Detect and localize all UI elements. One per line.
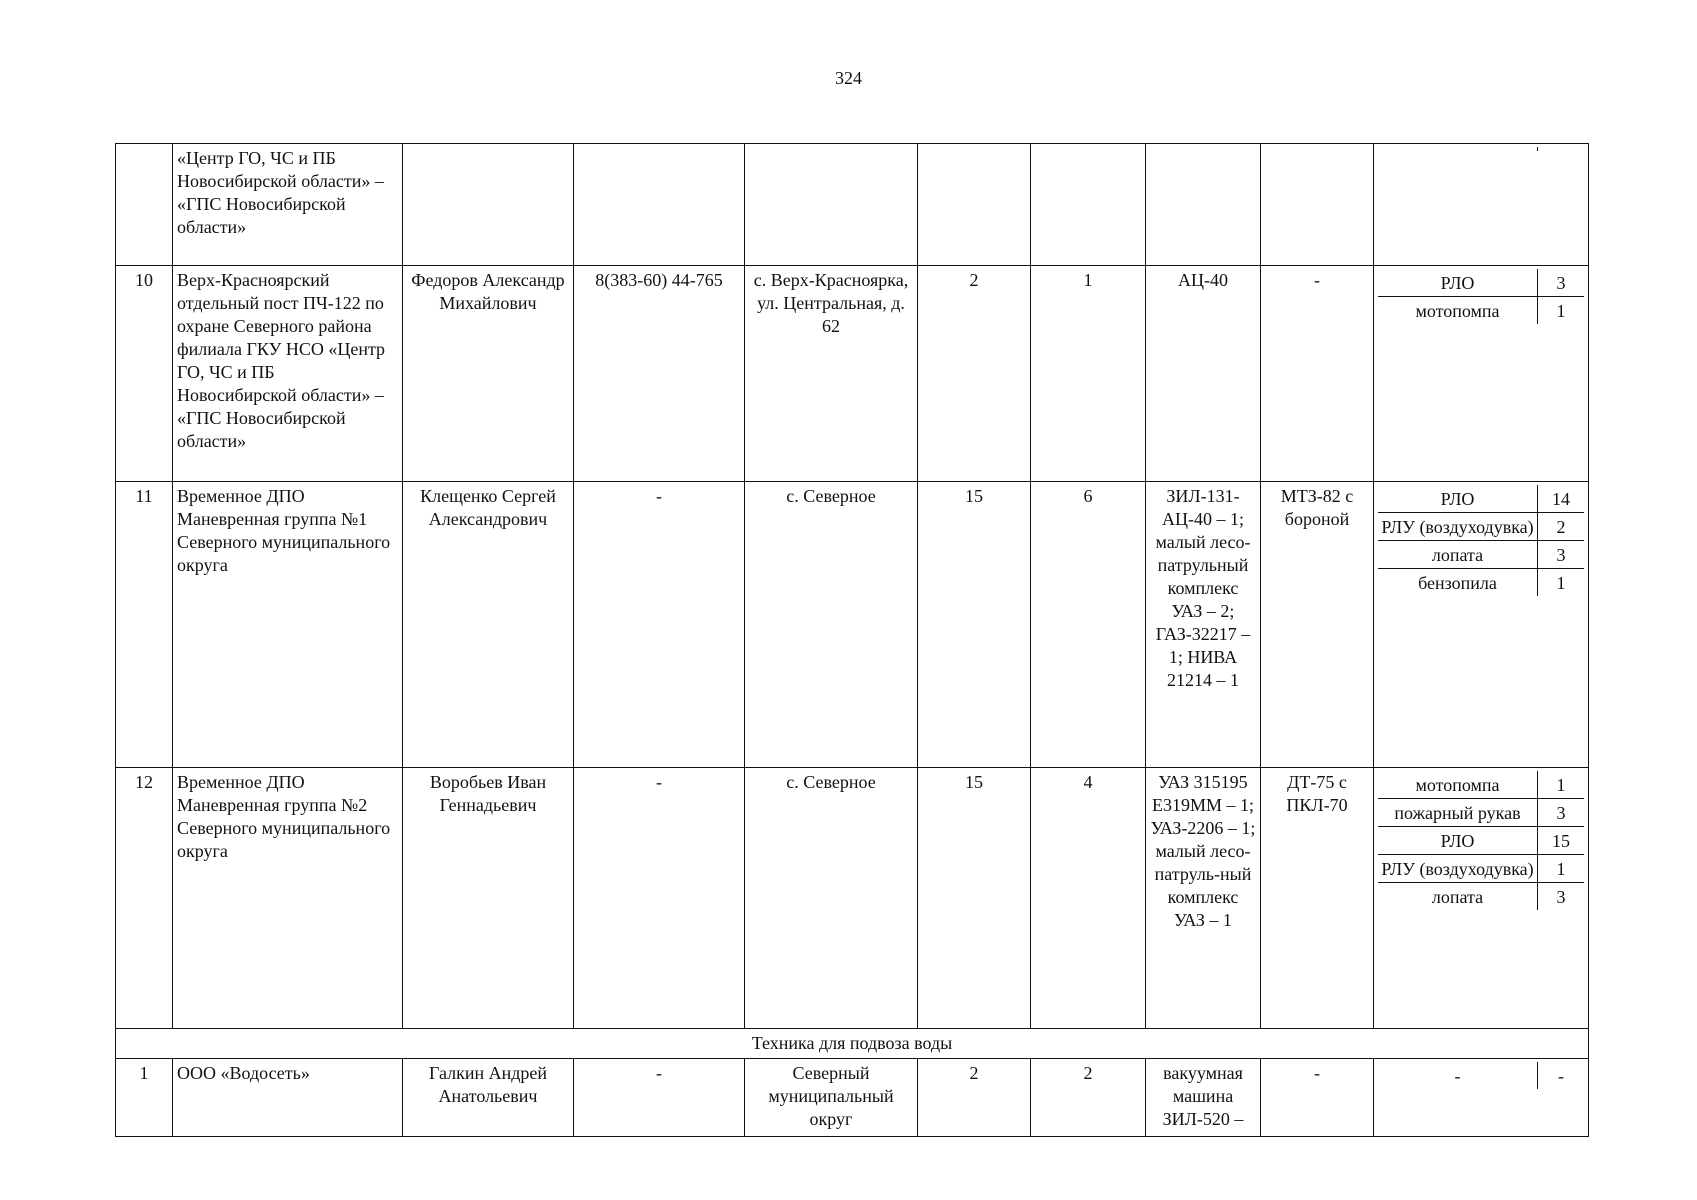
vehicles: вакуумная машина ЗИЛ-520 – bbox=[1146, 1059, 1261, 1137]
equipment-qty: 15 bbox=[1538, 827, 1585, 855]
equipment-name: РЛУ (воздуходувка) bbox=[1378, 513, 1538, 541]
vehicles: ЗИЛ-131-АЦ-40 – 1; малый лесо-патрульный комплекс УАЗ – 2; ГАЗ-32217 – 1; НИВА 21214 – 1 bbox=[1146, 482, 1261, 768]
equipment-name: РЛУ (воздуходувка) bbox=[1378, 855, 1538, 883]
phone: - bbox=[574, 482, 745, 768]
equipment-cell bbox=[1374, 1059, 1589, 1137]
address bbox=[745, 144, 918, 266]
row-number bbox=[116, 144, 173, 266]
section-row bbox=[116, 1029, 1589, 1059]
table-row bbox=[116, 768, 1589, 1029]
machinery: - bbox=[1261, 266, 1374, 482]
equipment-name: мотопомпа bbox=[1378, 771, 1538, 799]
table-row bbox=[116, 482, 1589, 768]
equipment-qty: 14 bbox=[1538, 485, 1585, 513]
vehicles bbox=[1146, 144, 1261, 266]
phone: - bbox=[574, 768, 745, 1029]
equipment-qty: 3 bbox=[1538, 269, 1585, 297]
address: с. Северное bbox=[745, 482, 918, 768]
address: с. Верх-Красноярка, ул. Центральная, д. 62 bbox=[745, 266, 918, 482]
equipment-qty: 2 bbox=[1538, 513, 1585, 541]
address: Северный муниципальный округ bbox=[745, 1059, 918, 1137]
equipment-qty: 1 bbox=[1538, 771, 1585, 799]
equipment-name: лопата bbox=[1378, 541, 1538, 569]
row-number: 12 bbox=[116, 768, 173, 1029]
section-title: Техника для подвоза воды bbox=[116, 1029, 1589, 1059]
head-name: Клещенко Сергей Александрович bbox=[403, 482, 574, 768]
equipment-item bbox=[1378, 147, 1584, 151]
organization-name: Временное ДПО Маневренная группа №1 Северного муниципального округа bbox=[173, 482, 403, 768]
vehicle-count: 1 bbox=[1031, 266, 1146, 482]
equipment-name bbox=[1378, 147, 1538, 151]
equipment-cell bbox=[1374, 266, 1589, 482]
address: с. Северное bbox=[745, 768, 918, 1029]
equipment-cell bbox=[1374, 768, 1589, 1029]
equipment-cell bbox=[1374, 144, 1589, 266]
table-row bbox=[116, 1059, 1589, 1137]
page-number: 324 bbox=[835, 68, 862, 88]
personnel-count: 2 bbox=[918, 1059, 1031, 1137]
equipment-qty: 1 bbox=[1538, 297, 1585, 325]
vehicles: АЦ-40 bbox=[1146, 266, 1261, 482]
equipment-name: бензопила bbox=[1418, 573, 1497, 593]
phone bbox=[574, 144, 745, 266]
equipment-qty bbox=[1538, 147, 1585, 151]
equipment-qty: - bbox=[1538, 1062, 1585, 1089]
equipment-name: пожарный рукав bbox=[1378, 799, 1538, 827]
personnel-count bbox=[918, 144, 1031, 266]
vehicle-count: 2 bbox=[1031, 1059, 1146, 1137]
equipment-qty: 3 bbox=[1538, 883, 1585, 911]
table-body bbox=[116, 144, 1589, 1137]
head-name: Федоров Александр Михайлович bbox=[403, 266, 574, 482]
equipment-list bbox=[1378, 771, 1584, 910]
organization-name: Временное ДПО Маневренная группа №2 Северного муниципального округа bbox=[173, 768, 403, 1029]
equipment-item bbox=[1378, 771, 1584, 799]
table-row bbox=[116, 144, 1589, 266]
row-number: 11 bbox=[116, 482, 173, 768]
vehicle-count: 4 bbox=[1031, 768, 1146, 1029]
equipment-item bbox=[1378, 1062, 1584, 1089]
machinery: ДТ-75 с ПКЛ-70 bbox=[1261, 768, 1374, 1029]
equipment-qty: 3 bbox=[1538, 799, 1585, 827]
personnel-count: 2 bbox=[918, 266, 1031, 482]
head-name: Воробьев Иван Геннадьевич bbox=[403, 768, 574, 1029]
machinery: - bbox=[1261, 1059, 1374, 1137]
vehicle-count bbox=[1031, 144, 1146, 266]
machinery: МТЗ-82 с бороной bbox=[1261, 482, 1374, 768]
equipment-list bbox=[1378, 147, 1584, 151]
equipment-item bbox=[1378, 269, 1584, 297]
head-name: Галкин Андрей Анатольевич bbox=[403, 1059, 574, 1137]
equipment-name: лопата bbox=[1431, 887, 1484, 907]
equipment-item bbox=[1378, 827, 1584, 855]
equipment-cell bbox=[1374, 482, 1589, 768]
phone: 8(383-60) 44-765 bbox=[574, 266, 745, 482]
phone: - bbox=[574, 1059, 745, 1137]
equipment-item bbox=[1378, 541, 1584, 569]
row-number: 10 bbox=[116, 266, 173, 482]
organization-name: «Центр ГО, ЧС и ПБ Новосибирской области» – «ГПС Новосибирской области» bbox=[173, 144, 403, 266]
equipment-list bbox=[1378, 269, 1584, 324]
equipment-name: РЛО bbox=[1378, 827, 1538, 855]
machinery bbox=[1261, 144, 1374, 266]
equipment-item bbox=[1378, 569, 1584, 597]
equipment-qty: 1 bbox=[1538, 855, 1585, 883]
personnel-count: 15 bbox=[918, 482, 1031, 768]
equipment-item bbox=[1378, 513, 1584, 541]
equipment-item bbox=[1378, 883, 1584, 911]
equipment-item bbox=[1378, 297, 1584, 325]
table-row bbox=[116, 266, 1589, 482]
row-number: 1 bbox=[116, 1059, 173, 1137]
vehicles: УАЗ 315195 Е319ММ – 1; УАЗ-2206 – 1; малый лесо-патруль-ный комплекс УАЗ – 1 bbox=[1146, 768, 1261, 1029]
equipment-list bbox=[1378, 1062, 1584, 1089]
personnel-count: 15 bbox=[918, 768, 1031, 1029]
equipment-qty: 1 bbox=[1538, 569, 1585, 597]
head-name bbox=[403, 144, 574, 266]
equipment-qty: 3 bbox=[1538, 541, 1585, 569]
equipment-name: мотопомпа bbox=[1415, 301, 1500, 321]
equipment-list bbox=[1378, 485, 1584, 596]
organization-name: Верх-Красноярский отдельный пост ПЧ-122 по охране Северного района филиала ГКУ НСО «Центр ГО, ЧС и ПБ Новосибирской области» – «ГПС Новосибирской области» bbox=[173, 266, 403, 482]
equipment-item bbox=[1378, 855, 1584, 883]
equipment-item bbox=[1378, 485, 1584, 513]
resources-table bbox=[115, 143, 1589, 1137]
equipment-name: РЛО bbox=[1378, 485, 1538, 513]
equipment-name: - bbox=[1454, 1066, 1461, 1086]
vehicle-count: 6 bbox=[1031, 482, 1146, 768]
equipment-item bbox=[1378, 799, 1584, 827]
organization-name: ООО «Водосеть» bbox=[173, 1059, 403, 1137]
equipment-name: РЛО bbox=[1378, 269, 1538, 297]
